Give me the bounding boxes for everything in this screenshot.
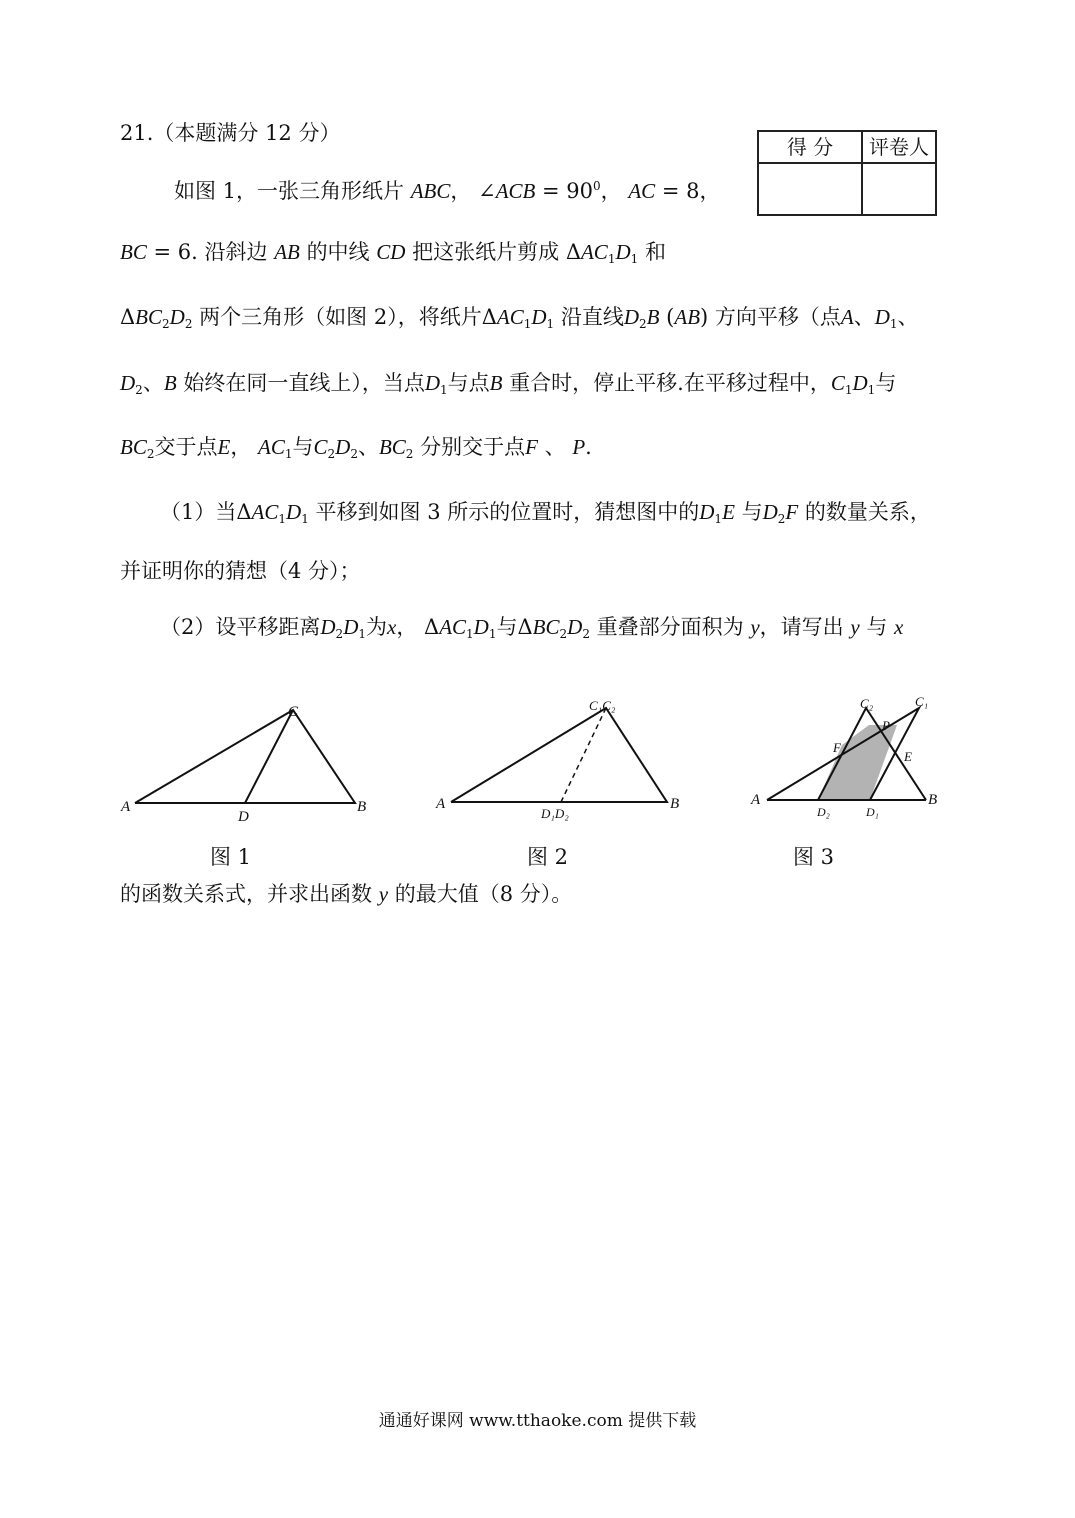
fig3-label-D1: D₁ xyxy=(866,805,879,819)
fig3-label-A: A xyxy=(751,792,761,808)
part1-line-2: 并证明你的猜想（4 分）； xyxy=(120,559,361,583)
grader-cell xyxy=(863,164,935,214)
fig2-label-A: A xyxy=(436,796,446,812)
fig2-label-B: B xyxy=(670,796,680,812)
fig2-label-D1D2: D₁D₂ xyxy=(541,806,569,821)
problem-line-5: $BC_2$交于点E， $AC_1$与$C_2D_2$、$BC_2$ 分别交于点F 、 P. xyxy=(120,435,592,461)
fig3-label-B: B xyxy=(928,792,938,808)
fig3-label-E: E xyxy=(904,749,912,764)
problem-number-title: 21.（本题满分 12 分） xyxy=(120,121,341,145)
score-table xyxy=(757,130,937,216)
problem-line-4: $D_2$、B 始终在同一直线上），当点$D_1$与点B 重合时，停止平移.在平移过程中，$C_1D_1$与 xyxy=(120,371,897,397)
figure-1 xyxy=(135,710,355,803)
fig3-label-P: P xyxy=(882,718,890,733)
problem-line-2: BC = 6. 沿斜边 AB 的中线 CD 把这张纸片剪成 $\Delta AC_1D_1$ 和 xyxy=(120,240,666,266)
fig1-caption: 图 1 xyxy=(210,845,252,869)
fig3-label-C1: C₁ xyxy=(915,694,929,709)
grader-header: 评卷人 xyxy=(863,132,935,164)
fig3-label-C2: C₂ xyxy=(860,696,874,711)
fig3-caption: 图 3 xyxy=(793,845,835,869)
fig3-label-D2: D₂ xyxy=(817,805,830,819)
problem-line-1: 如图 1，一张三角形纸片 ABC， ∠ACB = $90^0$， AC = 8， xyxy=(174,179,721,203)
part2-line-1: （2）设平移距离$D_2D_1$为x， $\Delta AC_1D_1$与$\Delta BC_2D_2$ 重叠部分面积为 y，请写出 y 与 x xyxy=(160,615,904,641)
part2-line-2: 的函数关系式，并求出函数 y 的最大值（8 分）。 xyxy=(120,882,573,906)
fig1-label-D: D xyxy=(238,809,249,825)
score-cell xyxy=(759,164,863,214)
fig2-label-C1C2: C₁C₂ xyxy=(589,698,616,713)
score-header: 得 分 xyxy=(759,132,863,164)
fig3-label-F: F xyxy=(833,740,841,755)
problem-title xyxy=(120,118,340,148)
part1-line-1: （1）当$\Delta AC_1D_1$ 平移到如图 3 所示的位置时，猜想图中的$D_1E$ 与$D_2F$ 的数量关系， xyxy=(160,500,931,526)
footer-credit: 通通好课网 www.tthaoke.com 提供下载 xyxy=(378,1411,697,1431)
problem-line-3: $\Delta BC_2D_2$ 两个三角形（如图 2），将纸片$\Delta AC_1D_1$ 沿直线$D_2B$ (AB) 方向平移（点A、$D_1$、 xyxy=(120,305,919,331)
fig1-label-C: C xyxy=(288,704,299,720)
fig1-label-A: A xyxy=(121,799,131,815)
fig1-label-B: B xyxy=(357,799,367,815)
figure-3 xyxy=(767,708,926,800)
figures-svg xyxy=(0,690,1075,830)
figure-2 xyxy=(451,708,667,802)
fig2-caption: 图 2 xyxy=(527,845,569,869)
